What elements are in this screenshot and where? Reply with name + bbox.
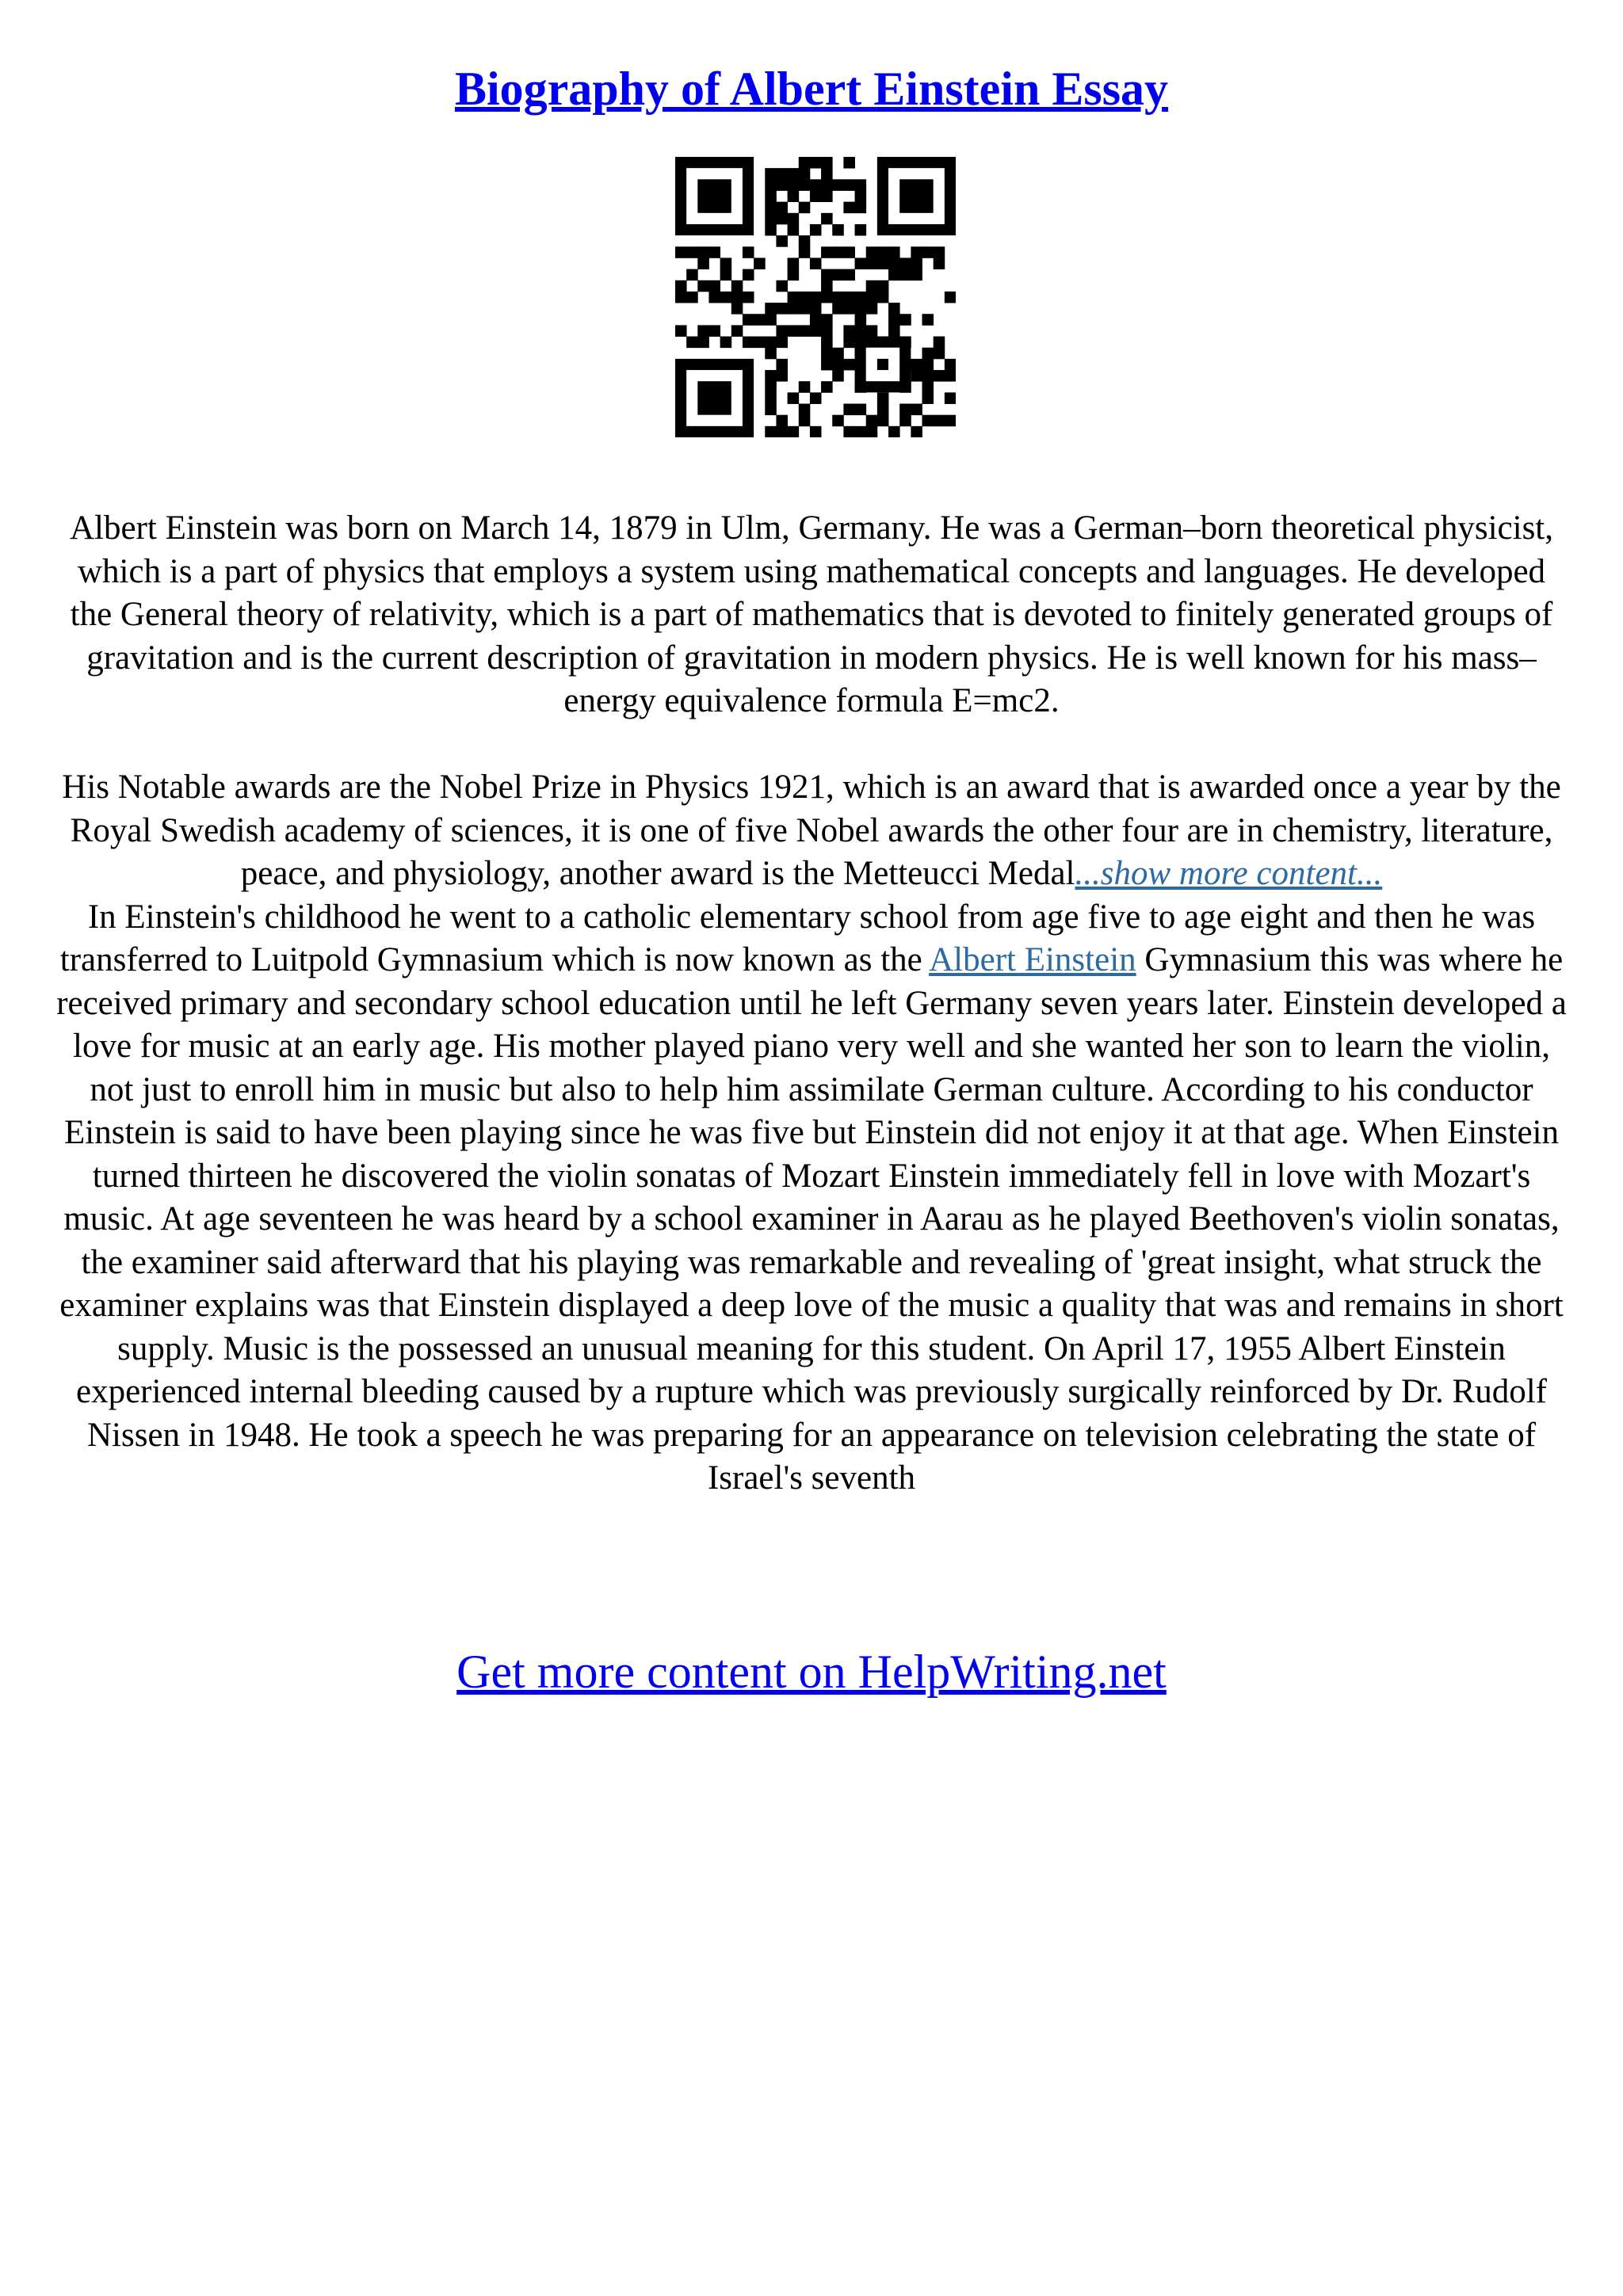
qr-module <box>743 246 754 258</box>
qr-module <box>810 325 822 337</box>
qr-module <box>877 292 889 303</box>
qr-finder-inner <box>899 179 933 212</box>
essay-body <box>55 507 1568 1501</box>
qr-module <box>843 269 855 281</box>
qr-module <box>821 337 833 349</box>
qr-module <box>731 292 743 303</box>
qr-module <box>708 292 720 303</box>
qr-module <box>765 224 777 236</box>
qr-module <box>832 224 844 236</box>
qr-module <box>765 337 777 349</box>
qr-module <box>720 337 732 349</box>
paragraph-2 <box>55 766 1568 896</box>
show-more-link[interactable]: ...show more content... <box>1075 855 1383 892</box>
qr-module <box>675 246 687 258</box>
qr-module <box>788 224 800 236</box>
qr-module <box>765 314 777 326</box>
qr-module <box>788 168 800 180</box>
qr-module <box>675 325 687 337</box>
qr-module <box>945 292 956 303</box>
paragraph-spacer <box>55 723 1568 767</box>
qr-module <box>776 370 788 382</box>
qr-module <box>810 426 822 437</box>
qr-module <box>743 314 754 326</box>
document-title-link[interactable]: Biography of Albert Einstein Essay <box>454 63 1169 115</box>
qr-module <box>776 359 788 371</box>
qr-module <box>877 415 889 427</box>
qr-module <box>832 370 844 382</box>
qr-module <box>810 179 822 191</box>
qr-module <box>922 314 934 326</box>
qr-module <box>799 381 811 393</box>
qr-module <box>888 257 900 269</box>
qr-module <box>776 337 788 349</box>
qr-module <box>776 168 788 180</box>
qr-module <box>799 157 811 169</box>
qr-module <box>866 246 878 258</box>
qr-module <box>945 359 956 371</box>
qr-module <box>877 392 889 404</box>
qr-module <box>675 280 687 292</box>
qr-module <box>899 415 911 427</box>
qr-module <box>720 269 732 281</box>
qr-module <box>821 325 833 337</box>
qr-module <box>708 246 720 258</box>
qr-module <box>888 325 900 337</box>
qr-module <box>765 179 777 191</box>
qr-module <box>788 213 800 225</box>
qr-module <box>799 235 811 247</box>
qr-module <box>832 269 844 281</box>
get-more-content-link[interactable]: Get more content on HelpWriting.net <box>456 1646 1167 1698</box>
qr-module <box>843 292 855 303</box>
qr-align-inner <box>877 359 888 370</box>
qr-module <box>934 246 945 258</box>
qr-module <box>810 224 822 236</box>
qr-module <box>720 257 732 269</box>
qr-code-icon <box>675 157 956 437</box>
qr-module <box>866 426 878 437</box>
qr-module <box>765 190 777 202</box>
qr-module <box>810 392 822 404</box>
qr-module <box>776 235 788 247</box>
qr-module <box>877 404 889 416</box>
qr-module <box>866 325 878 337</box>
qr-module <box>799 292 811 303</box>
qr-module <box>855 224 867 236</box>
qr-module <box>754 337 766 349</box>
qr-module <box>731 280 743 292</box>
qr-module <box>888 303 900 315</box>
qr-module <box>788 257 800 269</box>
qr-module <box>788 392 800 404</box>
qr-finder-inner <box>697 179 731 212</box>
qr-module <box>743 269 754 281</box>
qr-finder-inner <box>697 381 731 414</box>
qr-module <box>866 415 878 427</box>
qr-module <box>843 404 855 416</box>
qr-module <box>799 202 811 214</box>
qr-module <box>799 179 811 191</box>
albert-einstein-link[interactable]: Albert Einstein <box>929 941 1136 978</box>
paragraph-2-text: His Notable awards are the Nobel Prize in Physics 1921, which is an award that is awarded once a year by the Royal Swedish academy of sciences, it is one of five Nobel awards the other four are in chemistry, literature, peace, and physiology, another award is the Metteucci Medal <box>62 769 1561 892</box>
qr-module <box>832 179 844 191</box>
qr-module <box>686 269 698 281</box>
qr-module <box>788 292 800 303</box>
qr-module <box>765 202 777 214</box>
qr-module <box>697 280 709 292</box>
qr-module <box>776 415 788 427</box>
qr-module <box>776 213 788 225</box>
qr-module <box>945 370 956 382</box>
qr-module <box>776 202 788 214</box>
qr-module <box>754 257 766 269</box>
qr-module <box>843 246 855 258</box>
qr-module <box>832 348 844 360</box>
qr-module <box>888 246 900 258</box>
qr-module <box>821 190 833 202</box>
document-title-heading <box>0 57 1623 120</box>
qr-module <box>788 303 800 315</box>
qr-module <box>877 280 889 292</box>
qr-module <box>832 415 844 427</box>
qr-module <box>899 269 911 281</box>
qr-module <box>899 314 911 326</box>
qr-module <box>810 157 822 169</box>
qr-module <box>776 179 788 191</box>
qr-module <box>743 292 754 303</box>
qr-module <box>810 303 822 315</box>
qr-module <box>776 426 788 437</box>
qr-module <box>888 269 900 281</box>
qr-module <box>911 269 922 281</box>
qr-module <box>810 292 822 303</box>
qr-module <box>922 370 934 382</box>
qr-module <box>821 381 833 393</box>
qr-module <box>922 392 934 404</box>
qr-module <box>799 246 811 258</box>
qr-module <box>888 314 900 326</box>
qr-module <box>697 325 709 337</box>
qr-module <box>821 269 833 281</box>
qr-module <box>911 257 922 269</box>
qr-module <box>754 314 766 326</box>
qr-module <box>832 246 844 258</box>
qr-module <box>866 292 878 303</box>
qr-module <box>675 292 687 303</box>
qr-module <box>934 370 945 382</box>
qr-module <box>866 257 878 269</box>
qr-module <box>810 190 822 202</box>
qr-module <box>888 426 900 437</box>
qr-module <box>731 325 743 337</box>
qr-module <box>843 157 855 169</box>
qr-module <box>765 426 777 437</box>
qr-module <box>788 269 800 281</box>
paragraph-3-text-after: Gymnasium this was where he received primary and secondary school education until he left Germany seven years later. Einstein developed a love for music at an early age. His mother played piano very well and she wanted her son to learn the violin, not just to enroll him in music but also to help him assimilate German culture. According to his conductor Einstein is said to have been playing since he was five but Einstein did not enjoy it at that age. When Einstein turned thirteen he discovered the violin sonatas of Mozart Einstein immediately fell in love with Mozart's music. At age seventeen he was heard by a school examiner in Aarau as he played Beethoven's violin sonatas, the examiner said afterward that his playing was remarkable and revealing of 'great insight, what struck the examiner explains was that Einstein displayed a deep love of the music a quality that was and remains in short supply. Music is the possessed an unusual meaning for this student. On April 17, 1955 Albert Einstein experienced internal bleeding caused by a rupture which was previously surgically reinforced by Dr. Rudolf Nissen in 1948. He took a speech he was preparing for an appearance on television celebrating the state of Israel's seventh <box>56 941 1567 1497</box>
qr-module <box>697 257 709 269</box>
qr-module <box>799 404 811 416</box>
qr-module <box>922 246 934 258</box>
qr-module <box>708 325 720 337</box>
qr-module <box>911 246 922 258</box>
qr-module <box>911 426 922 437</box>
footer-cta <box>0 1642 1623 1702</box>
qr-module <box>866 280 878 292</box>
qr-module <box>765 213 777 225</box>
qr-module <box>708 280 720 292</box>
qr-module <box>821 292 833 303</box>
qr-module <box>911 359 922 371</box>
qr-module <box>877 246 889 258</box>
qr-module <box>788 190 800 202</box>
qr-module <box>934 348 945 360</box>
qr-module <box>821 179 833 191</box>
qr-module <box>899 257 911 269</box>
qr-module <box>799 303 811 315</box>
qr-module <box>832 292 844 303</box>
qr-module <box>866 303 878 315</box>
qr-module <box>697 246 709 258</box>
qr-module <box>945 392 956 404</box>
qr-module <box>821 359 833 371</box>
qr-module <box>843 337 855 349</box>
qr-module <box>765 348 777 360</box>
qr-module <box>855 325 867 337</box>
qr-module <box>855 314 867 326</box>
qr-module <box>922 359 934 371</box>
qr-module <box>776 280 788 292</box>
qr-module <box>922 415 934 427</box>
qr-module <box>922 348 934 360</box>
paragraph-1: Albert Einstein was born on March 14, 1879 in Ulm, Germany. He was a German–born theoretical physicist, which is a part of physics that employs a system using mathematical concepts and languages. He developed the General theory of relativity, which is a part of mathematics that is devoted to finitely generated groups of gravitation and is the current description of gravitation in modern physics. He is well known for his mass–energy equivalence formula E=mc2. <box>69 509 1554 719</box>
qr-module <box>934 257 945 269</box>
qr-module <box>788 426 800 437</box>
qr-module <box>686 292 698 303</box>
qr-module <box>855 190 867 202</box>
qr-module <box>765 168 777 180</box>
qr-module <box>765 381 777 393</box>
qr-module <box>832 359 844 371</box>
qr-module <box>697 337 709 349</box>
qr-module <box>855 202 867 214</box>
qr-module <box>934 337 945 349</box>
qr-module <box>788 325 800 337</box>
qr-module <box>799 325 811 337</box>
paragraph-3 <box>55 896 1568 1501</box>
qr-module <box>810 314 822 326</box>
qr-module <box>843 325 855 337</box>
qr-module <box>832 303 844 315</box>
qr-module <box>899 404 911 416</box>
qr-module <box>765 392 777 404</box>
qr-module <box>810 257 822 269</box>
qr-module <box>922 381 934 393</box>
qr-module <box>855 303 867 315</box>
qr-module <box>731 303 743 315</box>
qr-module <box>776 325 788 337</box>
qr-module <box>877 257 889 269</box>
qr-module <box>821 348 833 360</box>
qr-code-graphic <box>675 157 956 437</box>
qr-module <box>686 337 698 349</box>
qr-module <box>843 359 855 371</box>
qr-module <box>911 404 922 416</box>
qr-module <box>934 415 945 427</box>
qr-module <box>821 157 833 169</box>
qr-module <box>855 179 867 191</box>
qr-module <box>855 426 867 437</box>
qr-module <box>765 404 777 416</box>
qr-module <box>686 246 698 258</box>
qr-module <box>843 303 855 315</box>
qr-module <box>821 314 833 326</box>
qr-module <box>821 246 833 258</box>
qr-module <box>799 168 811 180</box>
qr-module <box>821 213 833 225</box>
qr-module <box>743 337 754 349</box>
qr-module <box>843 179 855 191</box>
qr-module <box>843 426 855 437</box>
qr-module <box>945 415 956 427</box>
qr-module <box>855 404 867 416</box>
qr-module <box>821 280 833 292</box>
qr-module <box>765 370 777 382</box>
qr-module <box>799 415 811 427</box>
qr-module <box>776 303 788 315</box>
qr-module <box>911 370 922 382</box>
qr-module <box>855 292 867 303</box>
qr-module <box>843 202 855 214</box>
qr-module <box>821 168 833 180</box>
paragraph-3-text-before: In Einstein's childhood he went to a catholic elementary school from age five to age eight and then he was transferred to Luitpold Gymnasium which is now known as the <box>59 898 1536 978</box>
qr-module <box>720 292 732 303</box>
qr-module <box>788 179 800 191</box>
qr-module <box>765 303 777 315</box>
qr-module <box>855 257 867 269</box>
